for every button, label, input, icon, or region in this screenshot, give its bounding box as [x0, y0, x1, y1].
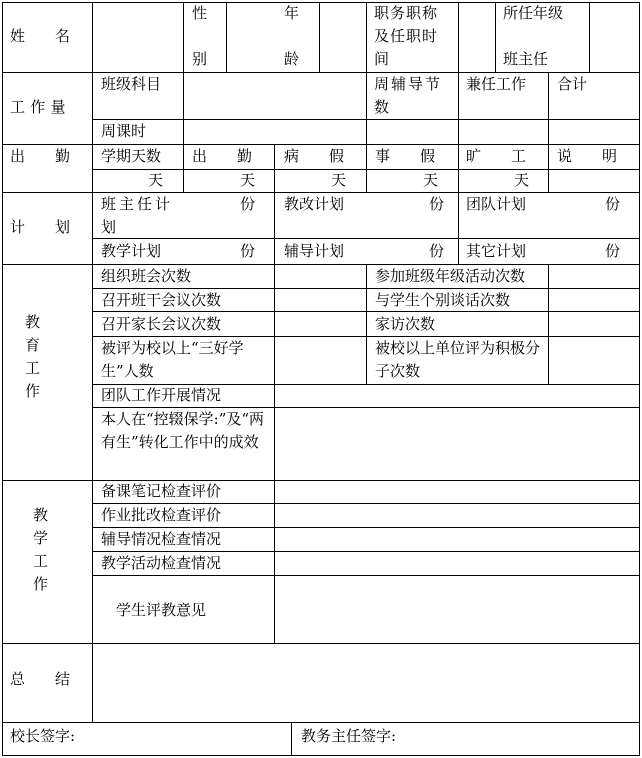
- rule-h-7: [589, 2, 590, 73]
- rule-t-1: [274, 480, 275, 644]
- teaching-activities-label: 教学活动检查情况: [101, 554, 222, 572]
- gender-label-bottom: 别: [192, 50, 208, 68]
- attendance-label: 出 勤: [10, 147, 71, 165]
- rule-h-6: [495, 2, 496, 73]
- rule-edu-bottom: [2, 480, 640, 481]
- attendance-col-absent: 旷 工: [466, 147, 527, 165]
- weekly-guidance-label: 周辅导节数: [374, 75, 443, 116]
- attendance-unit-term-days: 天: [148, 171, 164, 189]
- teaching-plan-unit: 份: [240, 242, 256, 260]
- age-label-top: 年: [284, 4, 300, 22]
- grade-activities-label: 参加班级年级活动次数: [375, 267, 526, 285]
- league-plan-unit: 份: [605, 195, 621, 213]
- title-label: 职务职称及任职时间: [374, 4, 439, 68]
- tutoring-plan-unit: 份: [429, 242, 445, 260]
- rule-s-1: [291, 722, 292, 756]
- subject-label: 班级科目: [101, 75, 162, 93]
- lesson-notes-label: 备课笔记检查评价: [101, 482, 222, 500]
- rule-p-2: [458, 192, 459, 265]
- teaching-work-label: 教学工作: [33, 506, 49, 593]
- rule-teach-bottom: [2, 643, 640, 644]
- other-plan-label: 其它计划: [466, 242, 527, 260]
- activists-label: 被校以上单位评为积极分子次数: [375, 339, 541, 380]
- rule-e-4: [274, 384, 275, 481]
- rule-label-col: [92, 2, 93, 723]
- rule-h-5: [458, 2, 459, 73]
- rule-right: [639, 2, 640, 756]
- head-teacher-plan-unit: 份: [240, 195, 256, 213]
- total-label: 合计: [557, 75, 588, 93]
- class-meetings-label: 组织班会次数: [101, 267, 192, 285]
- league-work-label: 团队工作开展情况: [101, 386, 222, 404]
- workload-label: 工作量: [10, 98, 71, 116]
- weekly-hours-label: 周课时: [101, 122, 147, 140]
- rule-plans-bottom: [2, 264, 640, 265]
- attendance-unit-sick: 天: [331, 171, 347, 189]
- head-teacher-plan-label: 班主任计划: [101, 195, 174, 236]
- grade-label: 所任年级: [503, 4, 564, 22]
- tutoring-check-label: 辅导情况检查情况: [101, 530, 222, 548]
- plans-label: 计 划: [10, 218, 71, 236]
- other-plan-unit: 份: [605, 242, 621, 260]
- rule-w-2: [366, 72, 367, 145]
- attendance-col-personal: 事 假: [375, 147, 436, 165]
- teaching-plan-label: 教学计划: [101, 242, 162, 260]
- education-work-label: 教育工作: [25, 313, 41, 400]
- attendance-unit-present: 天: [240, 171, 256, 189]
- class-committee-label: 召开班干会议次数: [101, 291, 222, 309]
- attendance-col-notes: 说 明: [557, 147, 618, 165]
- three-good-students-label: 被评为校以上“三好学生”人数: [101, 339, 244, 380]
- teaching-reform-plan-label: 教改计划: [284, 195, 345, 213]
- rule-e-1: [274, 264, 275, 385]
- student-talks-label: 与学生个别谈话次数: [375, 291, 511, 309]
- gender-label-top: 性: [192, 4, 208, 22]
- homework-label: 作业批改检查评价: [101, 506, 222, 524]
- dropout-work-label: 本人在“控辍保学:”及“两有生”转化工作中的成效: [101, 410, 265, 451]
- rule-left: [2, 2, 3, 756]
- rule-h-3: [319, 2, 320, 73]
- name-label: 姓 名: [10, 27, 71, 45]
- rule-teach-4: [92, 575, 640, 576]
- rule-a-4: [458, 144, 459, 193]
- rule-header-bottom: [2, 72, 640, 73]
- summary-label: 总 结: [10, 670, 71, 688]
- rule-w-3: [458, 72, 459, 145]
- part-time-label: 兼任工作: [466, 75, 527, 93]
- rule-a-3: [366, 144, 367, 193]
- student-opinion-label: 学生评教意见: [116, 601, 207, 619]
- attendance-col-term-days: 学期天数: [101, 147, 162, 165]
- tutoring-plan-label: 辅导计划: [284, 242, 345, 260]
- rule-bottom: [2, 755, 640, 756]
- age-label-bottom: 龄: [284, 50, 300, 68]
- attendance-unit-absent: 天: [514, 171, 530, 189]
- head-teacher-label: 班主任: [503, 50, 549, 68]
- rule-a-1: [183, 144, 184, 193]
- rule-p-1: [274, 192, 275, 265]
- principal-signature-label: 校长签字:: [10, 727, 76, 745]
- league-plan-label: 团队计划: [466, 195, 527, 213]
- rule-e-3: [548, 264, 549, 385]
- attendance-col-present: 出 勤: [192, 147, 253, 165]
- teaching-reform-plan-unit: 份: [429, 195, 445, 213]
- parent-meetings-label: 召开家长会议次数: [101, 315, 222, 333]
- rule-a-2: [274, 144, 275, 193]
- rule-h-1: [183, 2, 184, 73]
- home-visits-label: 家访次数: [375, 315, 436, 333]
- rule-w-1: [183, 72, 184, 145]
- rule-w-4: [548, 72, 549, 145]
- rule-summary-bottom: [2, 722, 640, 723]
- rule-e-2: [366, 264, 367, 385]
- attendance-unit-personal: 天: [423, 171, 439, 189]
- director-signature-label: 教务主任签字:: [301, 727, 397, 745]
- rule-h-2: [226, 2, 227, 73]
- rule-a-5: [548, 144, 549, 193]
- attendance-col-sick: 病 假: [284, 147, 345, 165]
- rule-h-4: [366, 2, 367, 73]
